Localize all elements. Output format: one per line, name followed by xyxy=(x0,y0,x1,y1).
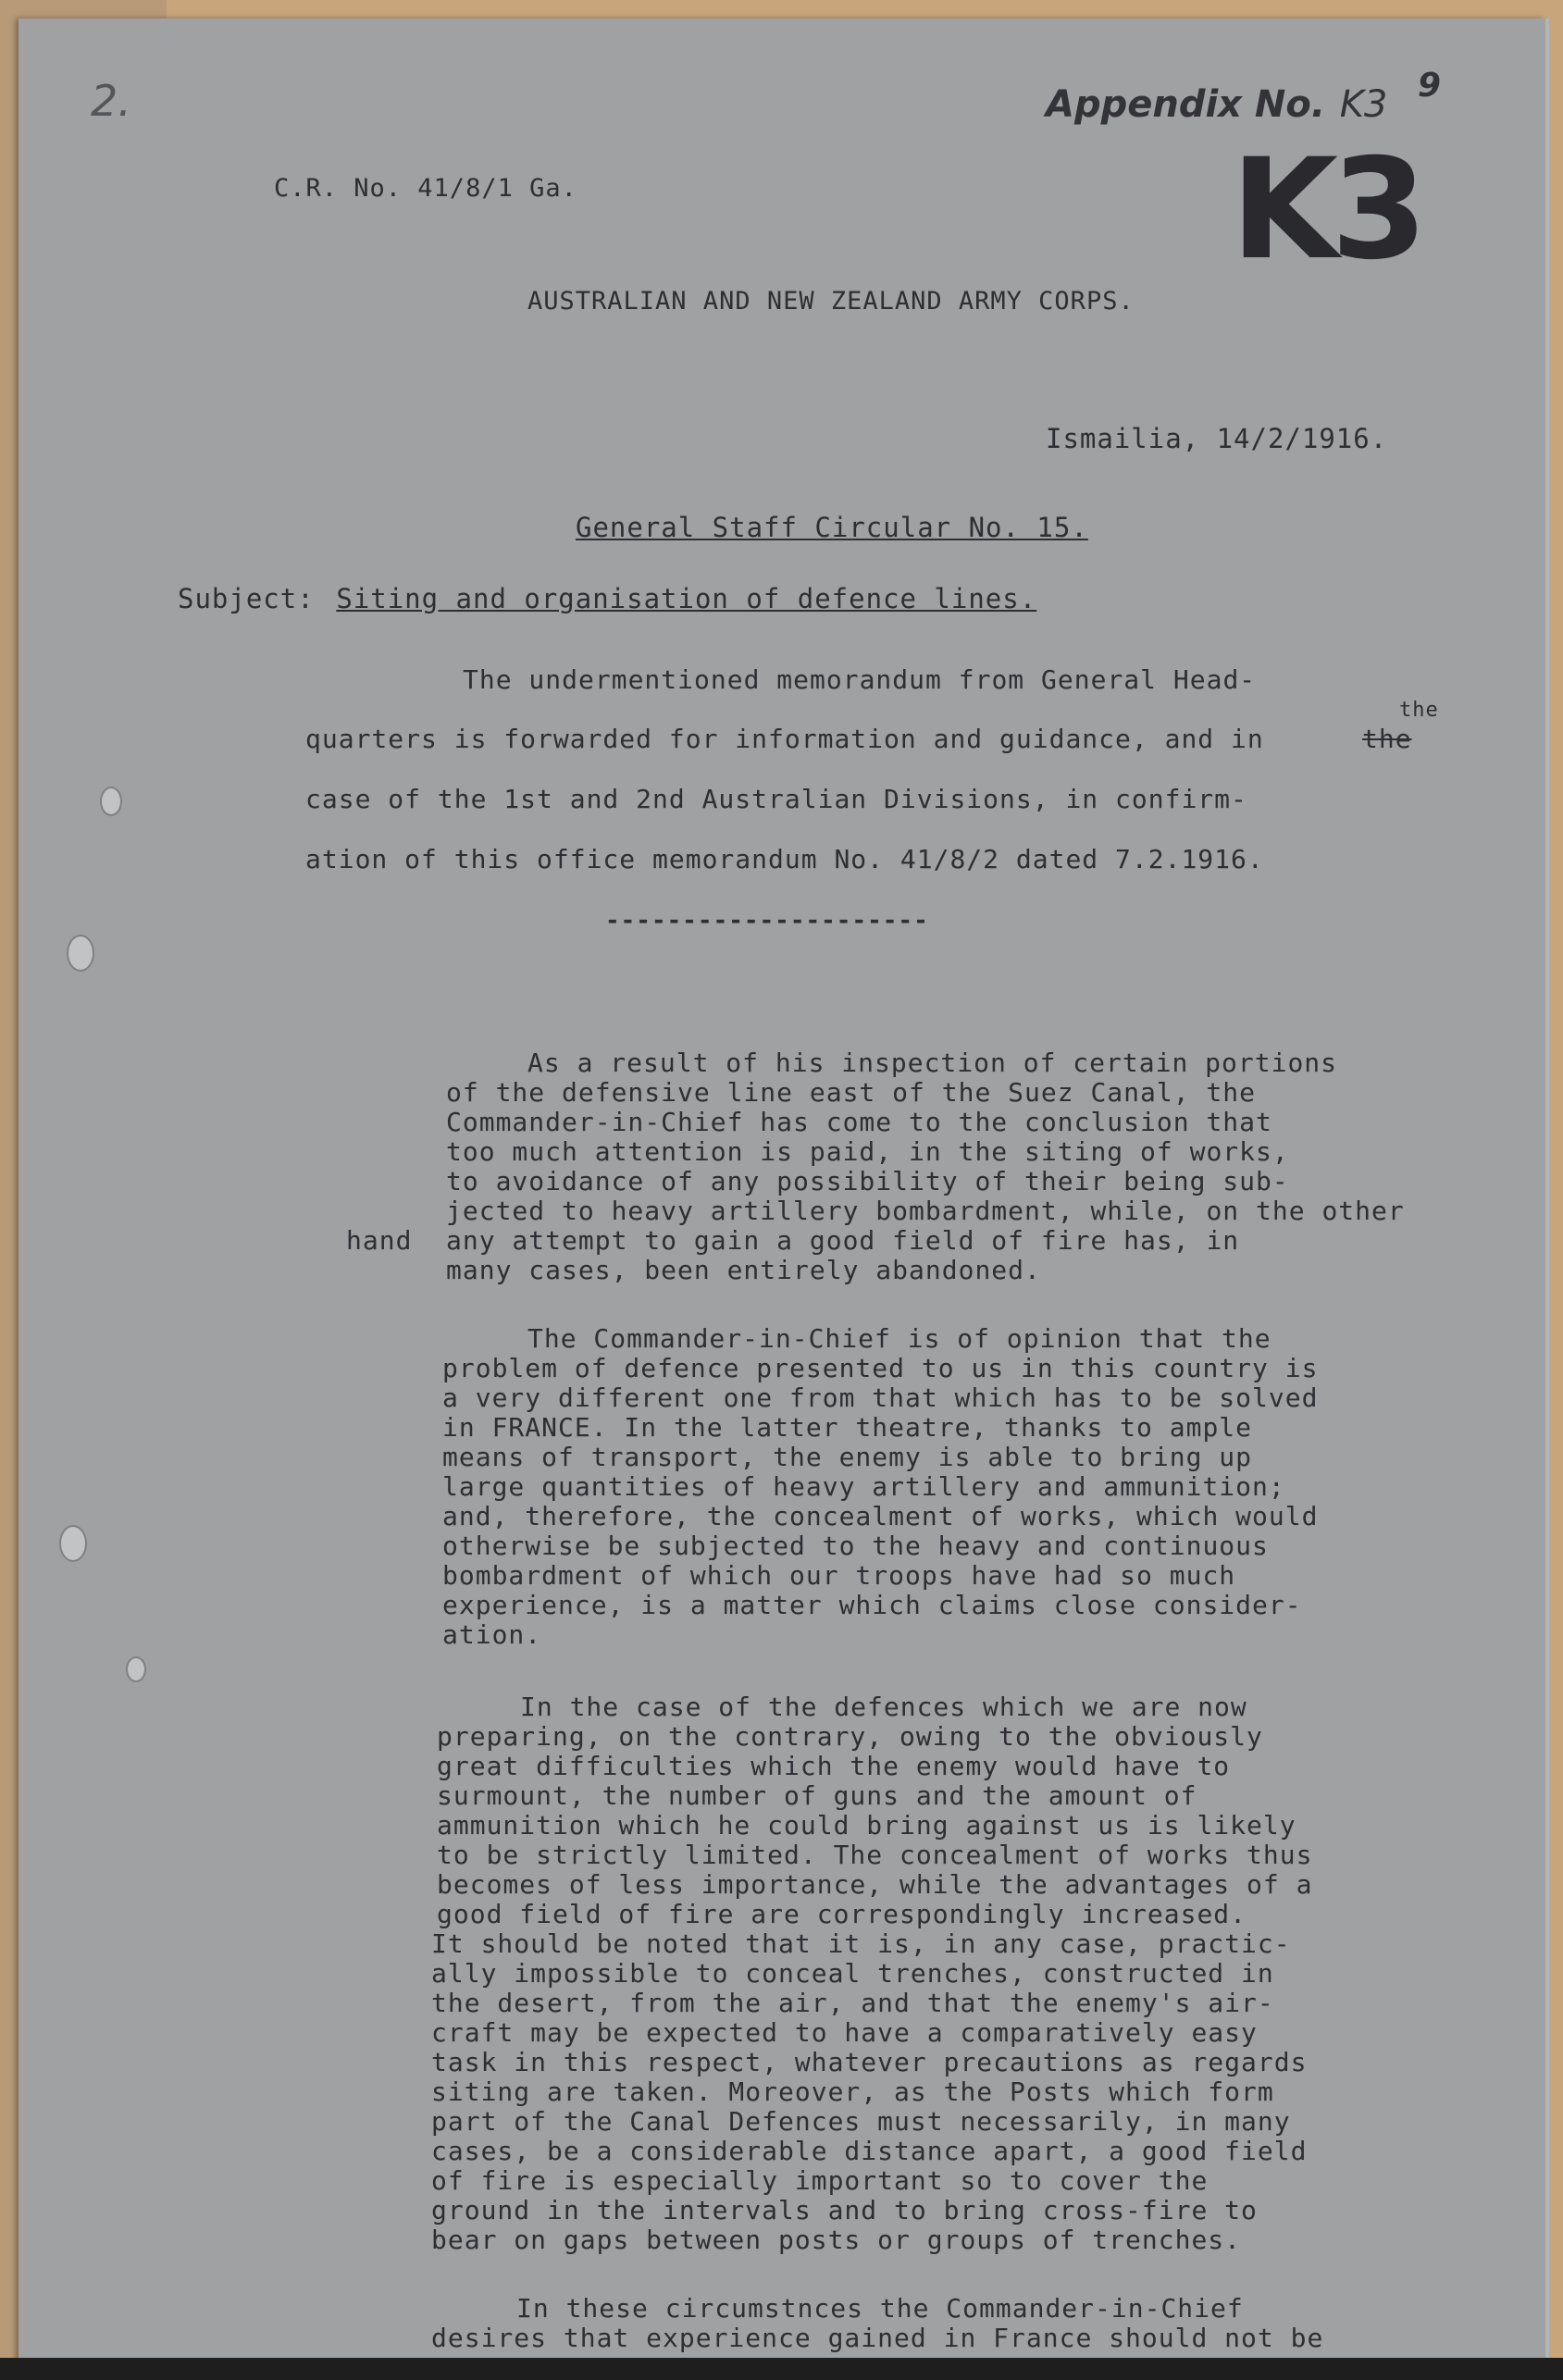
memo-line: experience, is a matter which claims close consider- xyxy=(442,1590,1302,1620)
folio-number: 9 xyxy=(1418,67,1442,105)
memo-line: to avoidance of any possibility of their being sub- xyxy=(446,1166,1289,1196)
memo-line: means of transport, the enemy is able to bring up xyxy=(442,1442,1253,1472)
memo-line: great difficulties which the enemy would have to xyxy=(437,1751,1231,1781)
memo-line: preparing, on the contrary, owing to the obviously xyxy=(437,1721,1263,1752)
memo-line: of fire is especially important so to cover the xyxy=(431,2165,1209,2196)
organisation-heading: AUSTRALIAN AND NEW ZEALAND ARMY CORPS. xyxy=(527,287,1135,316)
memo-line: desires that experience gained in France should not be xyxy=(431,2323,1324,2353)
margin-note: hand xyxy=(346,1225,413,1256)
intro-struck-word: the xyxy=(1362,724,1412,754)
punch-hole xyxy=(59,1525,87,1562)
subject-label: Subject: xyxy=(178,583,315,614)
appendix-value: K3 xyxy=(1339,83,1388,126)
memo-line: any attempt to gain a good field of fire has, in xyxy=(446,1225,1240,1256)
place-and-date: Ismailia, 14/2/1916. xyxy=(1046,423,1388,454)
document-page xyxy=(19,19,1545,2380)
memo-line: to be strictly limited. The concealment of works thus xyxy=(437,1840,1313,1870)
memo-line: surmount, the number of guns and the amount of xyxy=(437,1780,1197,1811)
memo-line: problem of defence presented to us in this country is xyxy=(442,1353,1319,1383)
memo-line: Commander-in-Chief has come to the conclusion that xyxy=(446,1107,1272,1137)
memo-line: task in this respect, whatever precautions as regards xyxy=(431,2047,1308,2077)
memo-line: good field of fire are correspondingly increased. xyxy=(437,1899,1247,1929)
memo-line: a very different one from that which has to be solved xyxy=(442,1382,1319,1413)
memo-line: part of the Canal Defences must necessarily, in many xyxy=(431,2106,1291,2137)
punch-hole xyxy=(67,935,94,972)
memo-line: too much attention is paid, in the siting of works, xyxy=(446,1136,1289,1167)
memo-line: As a result of his inspection of certain portions xyxy=(527,1047,1338,1078)
memo-line: ammunition which he could bring against us is likely xyxy=(437,1810,1296,1841)
page-number-handwritten: 2. xyxy=(91,76,131,126)
memo-line: ally impossible to conceal trenches, constructed in xyxy=(431,1958,1274,1989)
memo-line: jected to heavy artillery bombardment, while, on the other xyxy=(446,1196,1405,1226)
punch-hole xyxy=(100,787,122,816)
memo-line: of the defensive line east of the Suez Canal, the xyxy=(446,1077,1257,1108)
circular-title: General Staff Circular No. 15. xyxy=(576,512,1088,543)
memo-line: many cases, been entirely abandoned. xyxy=(446,1255,1041,1285)
intro-inserted-word: the xyxy=(1399,699,1439,722)
memo-line: In the case of the defences which we are now xyxy=(520,1692,1247,1722)
memo-line: In these circumstnces the Commander-in-Chief xyxy=(516,2293,1244,2324)
memo-line: ground in the intervals and to bring cross-fire to xyxy=(431,2195,1258,2225)
memo-line: large quantities of heavy artillery and ammunition; xyxy=(442,1471,1285,1502)
large-handwritten-mark: K3 xyxy=(1231,130,1420,291)
memo-line: craft may be expected to have a comparatively easy xyxy=(431,2017,1258,2048)
intro-line: case of the 1st and 2nd Australian Divisions, in confirm- xyxy=(305,784,1247,814)
appendix-mark xyxy=(1046,83,1387,126)
memo-line: siting are taken. Moreover, as the Posts which form xyxy=(431,2076,1274,2107)
memo-line: becomes of less importance, while the advantages of a xyxy=(437,1869,1313,1900)
memo-line: and, therefore, the concealment of works, which would xyxy=(442,1501,1319,1531)
appendix-label: Appendix No. xyxy=(1046,83,1326,126)
subject-line xyxy=(178,583,1036,614)
memo-line: The Commander-in-Chief is of opinion that the xyxy=(527,1323,1271,1354)
memo-line: ation. xyxy=(442,1619,542,1650)
punch-hole xyxy=(126,1656,146,1682)
memo-line: in FRANCE. In the latter theatre, thanks to ample xyxy=(442,1412,1253,1443)
intro-line: quarters is forwarded for information and guidance, and in xyxy=(305,724,1264,754)
memo-line: bear on gaps between posts or groups of trenches. xyxy=(431,2225,1242,2255)
memo-line: bombardment of which our troops have had so much xyxy=(442,1560,1236,1591)
memo-line: It should be noted that it is, in any case, practic- xyxy=(431,1928,1291,1959)
memo-line: otherwise be subjected to the heavy and continuous xyxy=(442,1531,1269,1561)
reference-number: C.R. No. 41/8/1 Ga. xyxy=(274,174,577,203)
memo-line: the desert, from the air, and that the enemy's air- xyxy=(431,1988,1274,2018)
memo-line: cases, be a considerable distance apart, a good field xyxy=(431,2136,1308,2166)
intro-line: ation of this office memorandum No. 41/8/2 dated 7.2.1916. xyxy=(305,844,1264,874)
intro-line: The undermentioned memorandum from General Head- xyxy=(463,664,1257,695)
scan-bottom-edge xyxy=(0,2358,1563,2380)
subject-text: Siting and organisation of defence lines. xyxy=(336,583,1037,614)
separator-rule: --------------------- xyxy=(605,907,929,935)
